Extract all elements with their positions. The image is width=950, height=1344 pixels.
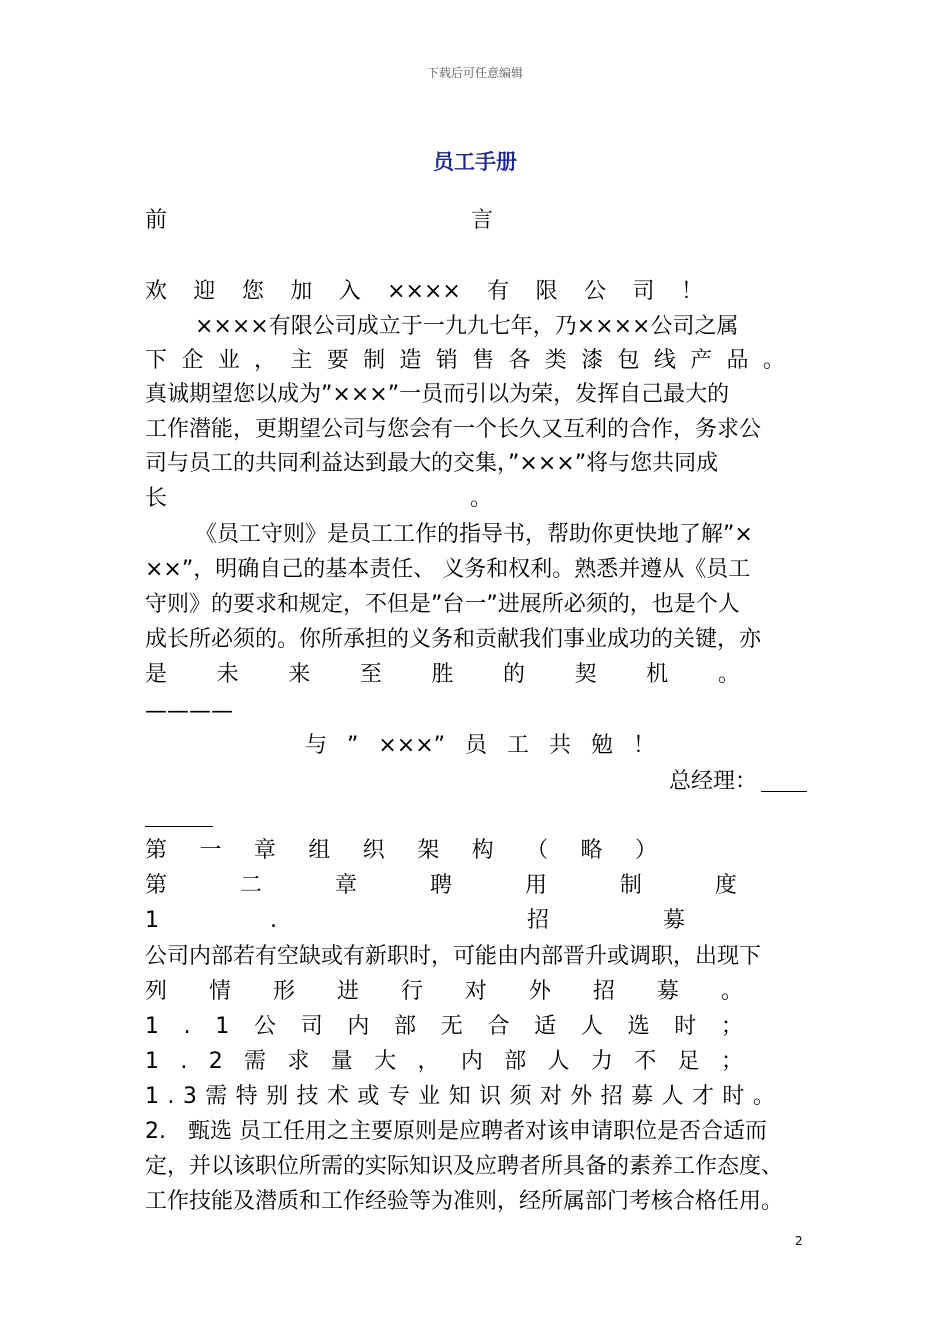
word: 适: [534, 1014, 557, 1039]
word: ××××: [387, 279, 461, 304]
paragraph-line: 工作潜能，更期望公司与您会有一个长久又互利的合作，务求公: [145, 417, 762, 442]
word: 造: [399, 348, 422, 373]
word: 是: [145, 662, 168, 687]
word: 公: [584, 279, 607, 304]
signature-label: 总经理：: [668, 769, 757, 794]
word: ！: [680, 279, 703, 304]
word: ”: [346, 733, 359, 758]
word: 司: [632, 279, 655, 304]
paragraph-line: 守则》的要求和规定，不但是”台一”进展所必须的，也是个人: [145, 592, 740, 617]
word: 。: [717, 662, 740, 687]
word: 才: [691, 1084, 714, 1109]
word: 招: [527, 908, 550, 933]
document-title: 员工手册: [433, 150, 517, 174]
paragraph-line: [145, 482, 807, 516]
paragraph-line: 真诚期望您以成为”×××”一员而引以为荣，发挥自己最大的: [145, 382, 730, 407]
word: 勉: [590, 733, 613, 758]
word: 合: [487, 1014, 510, 1039]
word: 选: [627, 1014, 650, 1039]
word: 2: [208, 1049, 223, 1074]
word: 入: [338, 279, 361, 304]
word: 术: [326, 1084, 349, 1109]
word: 长: [145, 486, 168, 511]
word: .: [270, 908, 277, 933]
word: 特: [235, 1084, 258, 1109]
word: ）: [634, 838, 657, 863]
word: 技: [296, 1084, 319, 1109]
word: 募: [656, 979, 679, 1004]
word: 无: [440, 1014, 463, 1039]
word: 。: [762, 348, 785, 373]
word: 第: [145, 838, 168, 863]
word: 构: [471, 838, 494, 863]
word: 您: [241, 279, 264, 304]
word: 内: [347, 1014, 370, 1039]
word: 业: [418, 1084, 441, 1109]
word: 工: [507, 733, 530, 758]
paragraph-line: 定，并以该职位所需的实际知识及应聘者所具备的素养工作态度、: [145, 1154, 784, 1179]
word: 对: [539, 1084, 562, 1109]
welcome-line: [145, 275, 703, 309]
word: 需: [244, 1049, 267, 1074]
paragraph-line: [145, 975, 743, 1009]
word: 知: [448, 1084, 471, 1109]
paragraph-line: 2. 甄选 员工任用之主要原则是应聘者对该申请职位是否合适而: [145, 1119, 767, 1144]
word: 别: [266, 1084, 289, 1109]
word: 部: [394, 1014, 417, 1039]
word: 要: [326, 348, 349, 373]
word: 须: [509, 1084, 532, 1109]
paragraph-line: 工作技能及潜质和工作经验等为准则，经所属部门考核合格任用。: [145, 1189, 784, 1214]
word: 司: [300, 1014, 323, 1039]
word: 。: [470, 486, 493, 511]
word: 员: [465, 733, 488, 758]
preface-heading: [145, 204, 807, 238]
word: 来: [288, 662, 311, 687]
paragraph-line: [145, 695, 807, 758]
word: 组: [308, 838, 331, 863]
paragraph-line: 成长所必须的。你所承担的义务和贡献我们事业成功的关键，亦: [145, 627, 762, 652]
word: 招: [600, 1084, 623, 1109]
word: 类: [544, 348, 567, 373]
word: 进: [336, 979, 359, 1004]
word: 销: [435, 348, 458, 373]
word: 。: [752, 1084, 775, 1109]
page-number: 2: [795, 1234, 803, 1248]
word: 1: [145, 908, 159, 933]
word: 第: [145, 873, 168, 898]
paragraph-line: ××××有限公司成立于一九九七年，乃××××公司之属: [195, 314, 739, 339]
word: 主: [290, 348, 313, 373]
word: 用: [524, 873, 547, 898]
word: 外: [528, 979, 551, 1004]
word: 人: [661, 1084, 684, 1109]
word: 售: [472, 348, 495, 373]
word: 外: [570, 1084, 593, 1109]
word: 二: [239, 873, 262, 898]
word: 一: [199, 838, 222, 863]
chapter-1-heading: [145, 834, 657, 868]
word: 量: [330, 1049, 353, 1074]
word: 募: [663, 908, 686, 933]
word: 力: [590, 1049, 613, 1074]
word: 章: [253, 838, 276, 863]
chapter-2-heading: [145, 869, 737, 903]
paragraph-line: 《员工守则》是员工工作的指导书，帮助你更快地了解”×: [195, 522, 753, 547]
word: 有: [487, 279, 510, 304]
paragraph-line: ××”，明确自己的基本责任、 义务和权利。熟悉并遵从《员工: [145, 557, 751, 582]
word: 。: [720, 979, 743, 1004]
word: 与: [305, 733, 328, 758]
dash: ————: [145, 699, 233, 724]
word: ！: [632, 733, 655, 758]
preface-heading-left: 前: [145, 208, 168, 233]
word: 至: [359, 662, 382, 687]
word: 契: [574, 662, 597, 687]
closing-phrase: [305, 729, 655, 763]
word: 架: [417, 838, 440, 863]
word: 度: [714, 873, 737, 898]
word: 形: [272, 979, 295, 1004]
word: ，: [417, 1049, 440, 1074]
list-item: [145, 1010, 743, 1044]
list-item: [145, 1080, 775, 1114]
word: 或: [357, 1084, 380, 1109]
word: ；: [720, 1049, 743, 1074]
preface-heading-right: 言: [471, 208, 494, 233]
word: 制: [619, 873, 642, 898]
word: ，: [254, 348, 277, 373]
word: 章: [334, 873, 357, 898]
paragraph-line: 公司内部若有空缺或有新职时，可能由内部晋升或调职，出现下: [145, 944, 762, 969]
word: 线: [653, 348, 676, 373]
signature-blank: [761, 773, 807, 792]
word: 机: [646, 662, 669, 687]
word: 足: [677, 1049, 700, 1074]
word: 品: [726, 348, 749, 373]
word: 1: [145, 1049, 159, 1074]
word: .: [183, 1014, 191, 1039]
signature-line: [145, 765, 807, 799]
word: 产: [690, 348, 713, 373]
word: ×××”: [378, 733, 446, 758]
word: 内: [460, 1049, 483, 1074]
word: 需: [205, 1084, 228, 1109]
word: 胜: [431, 662, 454, 687]
section-1-heading: [145, 904, 807, 938]
word: 时: [674, 1014, 697, 1039]
word: 1: [145, 1084, 159, 1109]
paragraph-line: [145, 658, 740, 692]
word: 募: [631, 1084, 654, 1109]
word: 行: [400, 979, 423, 1004]
word: 大: [374, 1049, 397, 1074]
word: 业: [217, 348, 240, 373]
word: 下: [145, 348, 168, 373]
word: 不: [634, 1049, 657, 1074]
word: 1: [145, 1014, 159, 1039]
word: 情: [208, 979, 231, 1004]
paragraph-line: [145, 344, 785, 378]
word: 迎: [193, 279, 216, 304]
word: 时: [722, 1084, 745, 1109]
word: .: [180, 1049, 188, 1074]
word: 漆: [581, 348, 604, 373]
word: 识: [479, 1084, 502, 1109]
word: 各: [508, 348, 531, 373]
word: 包: [617, 348, 640, 373]
signature-underline: [145, 826, 213, 827]
word: 聘: [429, 873, 452, 898]
word: 部: [504, 1049, 527, 1074]
word: 制: [363, 348, 386, 373]
word: 未: [216, 662, 239, 687]
word: 3: [182, 1084, 197, 1109]
word: 公: [254, 1014, 277, 1039]
word: 的: [503, 662, 526, 687]
word: 织: [362, 838, 385, 863]
word: 1: [215, 1014, 230, 1039]
word: 企: [181, 348, 204, 373]
word: 列: [145, 979, 168, 1004]
word: 专: [387, 1084, 410, 1109]
paragraph-line: 司与员工的共同利益达到最大的交集，”×××”将与您共同成: [145, 451, 719, 476]
word: 略: [580, 838, 603, 863]
word: 限: [535, 279, 558, 304]
word: 求: [287, 1049, 310, 1074]
word: 人: [580, 1014, 603, 1039]
word: （: [526, 838, 549, 863]
page-header: 下载后可任意编辑: [426, 66, 523, 80]
word: .: [167, 1084, 175, 1109]
word: 欢: [145, 279, 168, 304]
list-item: [145, 1045, 743, 1079]
word: ；: [720, 1014, 743, 1039]
word: 加: [290, 279, 313, 304]
word: 对: [464, 979, 487, 1004]
word: 人: [547, 1049, 570, 1074]
word: 招: [592, 979, 615, 1004]
word: 共: [549, 733, 572, 758]
